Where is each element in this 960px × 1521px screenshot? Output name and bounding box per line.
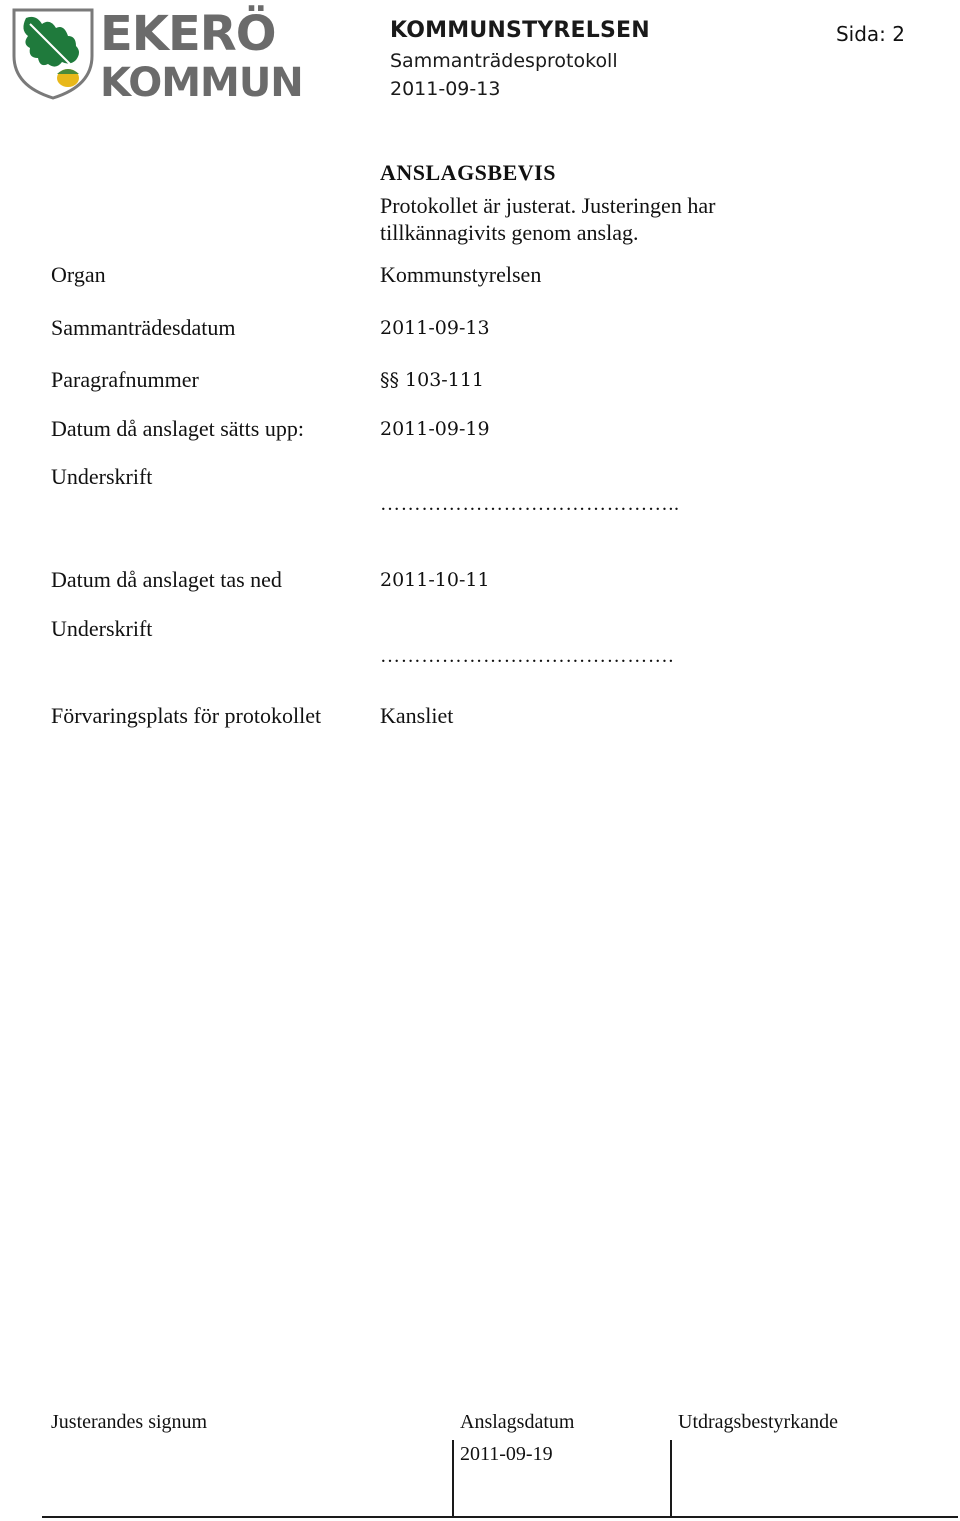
meeting-date-value: 2011-09-13 xyxy=(380,317,490,339)
signature-line-posting: …………………………………….. xyxy=(380,493,680,515)
footer-column-divider-2 xyxy=(670,1440,672,1518)
footer-justerandes-signum-label: Justerandes signum xyxy=(51,1411,208,1433)
svg-text:KOMMUN: KOMMUN xyxy=(100,60,303,106)
organ-title: KOMMUNSTYRELSEN xyxy=(390,18,650,43)
paragraph-number-label: Paragrafnummer xyxy=(51,367,199,392)
footer-bottom-rule xyxy=(42,1516,958,1518)
ekero-kommun-logo xyxy=(10,4,303,106)
meeting-date-label: Sammanträdesdatum xyxy=(51,315,236,340)
paragraph-number-value: §§ 103-111 xyxy=(380,369,484,391)
removal-date-label: Datum då anslaget tas ned xyxy=(51,567,282,592)
certificate-heading: ANSLAGSBEVIS xyxy=(380,160,556,185)
organ-value: Kommunstyrelsen xyxy=(380,262,542,287)
certificate-intro-line1: Protokollet är justerat. Justeringen har xyxy=(380,193,716,218)
removal-date-value: 2011-10-11 xyxy=(380,569,490,591)
certificate-intro-line2: tillkännagivits genom anslag. xyxy=(380,220,639,245)
oak-leaf-shield-icon xyxy=(10,4,303,106)
footer-anslagsdatum-label: Anslagsdatum xyxy=(460,1411,575,1433)
storage-location-label: Förvaringsplats för protokollet xyxy=(51,703,322,728)
signature-label-removal: Underskrift xyxy=(51,616,153,641)
document-type: Sammanträdesprotokoll xyxy=(390,50,618,72)
svg-text:EKERÖ: EKERÖ xyxy=(100,6,276,62)
meeting-date: 2011-09-13 xyxy=(390,78,501,100)
footer-column-divider-1 xyxy=(452,1440,454,1518)
page-number: Sida: 2 xyxy=(835,22,905,46)
posting-date-value: 2011-09-19 xyxy=(380,418,490,440)
footer-utdragsbestyrkande-label: Utdragsbestyrkande xyxy=(678,1411,838,1433)
signature-label-posting: Underskrift xyxy=(51,464,153,489)
footer-anslagsdatum-value: 2011-09-19 xyxy=(460,1443,553,1465)
posting-date-label: Datum då anslaget sätts upp: xyxy=(51,416,304,441)
storage-location-value: Kansliet xyxy=(380,703,454,728)
organ-label: Organ xyxy=(51,262,106,287)
signature-line-removal: ……………………………………. xyxy=(380,645,674,667)
